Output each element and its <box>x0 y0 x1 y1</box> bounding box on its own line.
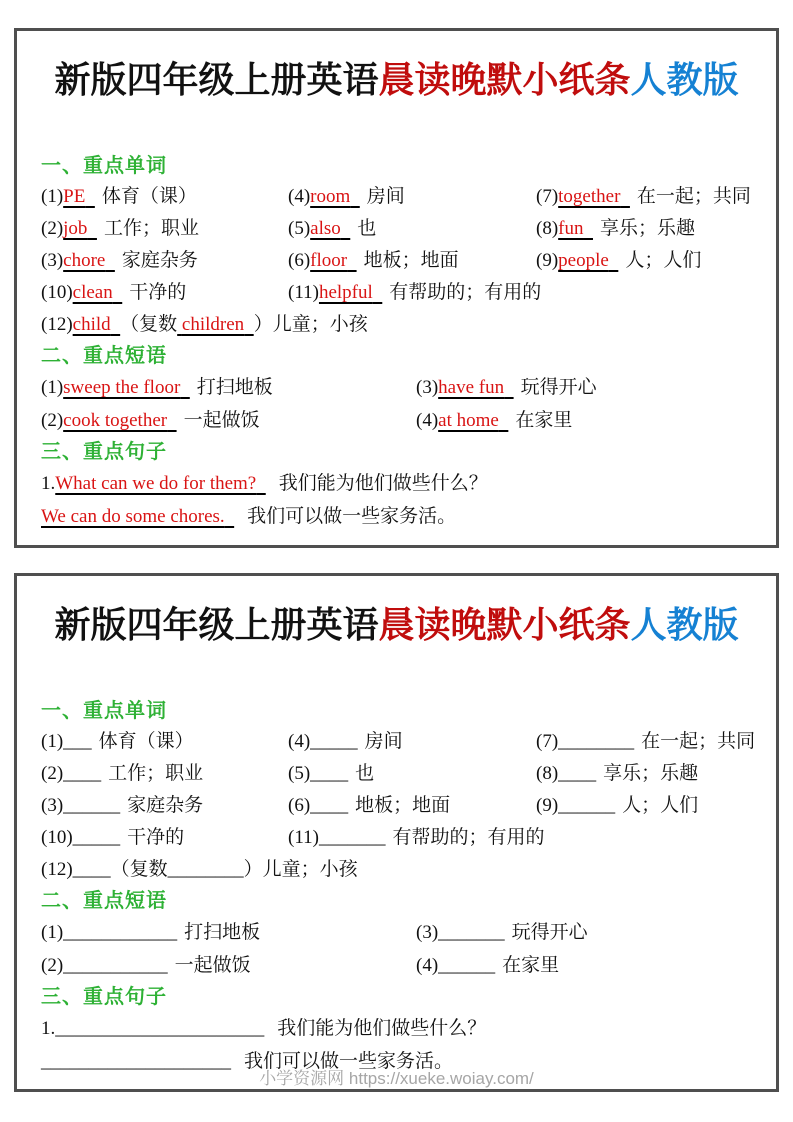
word-item <box>536 758 752 790</box>
item-number: 1. <box>41 473 56 494</box>
sentence-line <box>41 500 752 533</box>
chinese-meaning: 家庭杂务 <box>121 250 198 271</box>
answer-phrase: at home <box>438 410 499 431</box>
chinese-meaning: 干净的 <box>129 282 187 303</box>
item-number: (11) <box>288 282 319 303</box>
word-item <box>288 822 752 854</box>
answer-word: also <box>310 218 341 239</box>
word-row <box>41 213 752 245</box>
item-number: (1) <box>41 377 64 398</box>
word-item <box>536 213 752 245</box>
chinese-meaning: 有帮助的；有用的 <box>389 282 542 303</box>
word-item <box>41 822 288 854</box>
phrase-row <box>41 949 752 982</box>
answer-word-plural: children <box>181 314 245 335</box>
phrase-item <box>41 949 416 982</box>
answer-word: fun <box>558 218 584 239</box>
chinese-meaning: ）儿童；小孩 <box>243 859 358 880</box>
watermark-source-url: 小学资源网 https://xueke.woiay.com/ <box>259 1069 534 1088</box>
word-row <box>41 854 752 886</box>
word-item <box>41 790 288 822</box>
item-number: (4) <box>288 731 311 752</box>
phrase-item <box>41 371 416 404</box>
title-red-part: 晨读晚默小纸条 <box>378 604 631 645</box>
word-item <box>41 726 288 758</box>
page-title <box>41 602 752 648</box>
title-grade-part: 新版四年级上册英语 <box>54 604 379 645</box>
phrase-item <box>41 404 416 437</box>
item-number: (2) <box>41 218 64 239</box>
chinese-meaning: 享乐；乐趣 <box>599 218 695 239</box>
word-item <box>288 726 536 758</box>
phrase-item <box>41 916 416 949</box>
item-number: (1) <box>41 731 64 752</box>
chinese-meaning: 在一起；共同 <box>641 731 756 752</box>
answer-blank: ____________ <box>63 922 178 943</box>
item-number: 1. <box>41 1018 56 1039</box>
chinese-meaning: 也 <box>355 763 375 784</box>
chinese-meaning: 地板；地面 <box>355 795 451 816</box>
word-item <box>536 726 755 758</box>
answer-word: together <box>558 186 621 207</box>
answer-blank: ______________________ <box>55 1018 265 1039</box>
item-number: (5) <box>288 218 311 239</box>
item-number: (6) <box>288 795 311 816</box>
item-number: (3) <box>41 250 64 271</box>
item-number: (3) <box>41 795 64 816</box>
title-edition-part: 人教版 <box>630 59 739 100</box>
word-item <box>536 181 752 213</box>
answer-word: people <box>558 250 609 271</box>
word-item <box>41 854 752 886</box>
word-item <box>536 245 752 277</box>
chinese-meaning: 地板；地面 <box>363 250 459 271</box>
answer-blank: ________ <box>558 731 635 752</box>
word-item <box>41 245 288 277</box>
answer-blank: _______ <box>438 922 505 943</box>
item-number: (12) <box>41 314 73 335</box>
chinese-translation: 我们可以做一些家务活。 <box>247 506 457 527</box>
item-number: (8) <box>536 763 559 784</box>
word-item <box>41 758 288 790</box>
section-heading-phrases: 二、重点短语 <box>41 890 167 912</box>
chinese-meaning: 人；人们 <box>625 250 702 271</box>
answer-blank: _______ <box>318 827 386 848</box>
worksheet-card-answers <box>14 28 779 548</box>
answer-blank: ___________ <box>63 955 168 976</box>
item-number: (8) <box>536 218 559 239</box>
item-number: (9) <box>536 795 559 816</box>
sentence-line <box>41 1012 752 1045</box>
word-row <box>41 309 752 341</box>
chinese-translation: 我们能为他们做些什么？ <box>278 473 488 494</box>
section-heading-phrases: 二、重点短语 <box>41 345 167 367</box>
item-number: (10) <box>41 827 73 848</box>
word-item <box>288 245 536 277</box>
title-red-part: 晨读晚默小纸条 <box>378 59 631 100</box>
chinese-meaning: 享乐；乐趣 <box>603 763 699 784</box>
chinese-meaning: 在家里 <box>502 955 560 976</box>
chinese-meaning: 房间 <box>366 186 405 207</box>
section-heading-words: 一、重点单词 <box>41 155 167 177</box>
phrase-row <box>41 404 752 437</box>
word-item <box>288 758 536 790</box>
section-heading-words: 一、重点单词 <box>41 700 167 722</box>
answer-blank: ____ <box>63 763 102 784</box>
phrase-item <box>416 949 752 982</box>
chinese-meaning: 工作；职业 <box>103 218 199 239</box>
chinese-meaning: 体育（课） <box>98 731 194 752</box>
phrase-item <box>416 404 752 437</box>
word-item <box>41 277 288 309</box>
chinese-meaning: 玩得开心 <box>520 377 597 398</box>
plural-label: （复数 <box>120 314 178 335</box>
answer-phrase: have fun <box>438 377 505 398</box>
item-number: (4) <box>416 410 439 431</box>
answer-word: chore <box>63 250 106 271</box>
answer-word: job <box>63 218 88 239</box>
answer-phrase: sweep the floor <box>63 377 181 398</box>
item-number: (3) <box>416 377 439 398</box>
answer-blank: ____ <box>72 859 111 880</box>
word-row <box>41 790 752 822</box>
word-row <box>41 181 752 213</box>
item-number: (4) <box>416 955 439 976</box>
chinese-meaning: 干净的 <box>127 827 185 848</box>
answer-word: child <box>72 314 111 335</box>
chinese-meaning: 打扫地板 <box>184 922 261 943</box>
item-number: (6) <box>288 250 311 271</box>
word-row <box>41 726 756 758</box>
chinese-translation: 我们能为他们做些什么？ <box>277 1018 487 1039</box>
answer-word: room <box>310 186 351 207</box>
chinese-translation: 我们可以做一些家务活。 <box>244 1051 454 1072</box>
item-number: (7) <box>536 731 559 752</box>
chinese-meaning: 人；人们 <box>622 795 699 816</box>
answer-phrase: cook together <box>63 410 168 431</box>
item-number: (1) <box>41 186 64 207</box>
answer-blank: ____ <box>558 763 597 784</box>
word-item <box>288 790 536 822</box>
answer-word: floor <box>310 250 348 271</box>
chinese-meaning: 打扫地板 <box>196 377 273 398</box>
chinese-meaning: 也 <box>357 218 377 239</box>
item-number: (10) <box>41 282 73 303</box>
word-item <box>288 181 536 213</box>
chinese-meaning: ）儿童；小孩 <box>253 314 368 335</box>
worksheet-card-blanks <box>14 573 779 1092</box>
page-title <box>41 57 752 103</box>
chinese-meaning: 玩得开心 <box>511 922 588 943</box>
chinese-meaning: 有帮助的；有用的 <box>392 827 545 848</box>
answer-word: PE <box>63 186 86 207</box>
answer-blank: ______ <box>438 955 496 976</box>
chinese-meaning: 一起做饭 <box>183 410 260 431</box>
word-row <box>41 245 752 277</box>
sentence-line <box>41 467 752 500</box>
item-number: (3) <box>416 922 439 943</box>
answer-blank: ____ <box>310 763 349 784</box>
answer-blank: ____ <box>310 795 349 816</box>
title-edition-part: 人教版 <box>630 604 739 645</box>
word-item <box>41 181 288 213</box>
item-number: (5) <box>288 763 311 784</box>
chinese-meaning: 在家里 <box>515 410 573 431</box>
phrase-row <box>41 916 752 949</box>
word-item <box>41 213 288 245</box>
chinese-meaning: 体育（课） <box>101 186 197 207</box>
chinese-meaning: 工作；职业 <box>108 763 204 784</box>
title-grade-part: 新版四年级上册英语 <box>54 59 379 100</box>
item-number: (7) <box>536 186 559 207</box>
phrase-item <box>416 916 752 949</box>
word-row <box>41 822 752 854</box>
answer-blank: ____________________ <box>41 1051 231 1072</box>
chinese-meaning: 在一起；共同 <box>636 186 751 207</box>
word-row <box>41 758 752 790</box>
answer-blank: ______ <box>558 795 616 816</box>
phrase-row <box>41 371 752 404</box>
item-number: (9) <box>536 250 559 271</box>
chinese-meaning: 家庭杂务 <box>127 795 204 816</box>
word-row <box>41 277 752 309</box>
item-number: (2) <box>41 410 64 431</box>
item-number: (12) <box>41 859 73 880</box>
answer-blank: _____ <box>310 731 358 752</box>
phrase-item <box>416 371 752 404</box>
word-item <box>536 790 752 822</box>
item-number: (1) <box>41 922 64 943</box>
answer-sentence: What can we do for them? <box>55 473 257 494</box>
chinese-meaning: 一起做饭 <box>174 955 251 976</box>
answer-blank-plural: ________ <box>167 859 244 880</box>
item-number: (2) <box>41 763 64 784</box>
answer-blank: ______ <box>63 795 121 816</box>
answer-sentence: We can do some chores. <box>41 506 225 527</box>
word-item <box>41 309 752 341</box>
answer-blank: _____ <box>72 827 121 848</box>
item-number: (2) <box>41 955 64 976</box>
section-heading-sentences: 三、重点句子 <box>41 441 167 463</box>
answer-blank: ___ <box>63 731 92 752</box>
item-number: (11) <box>288 827 319 848</box>
answer-word: clean <box>72 282 113 303</box>
section-heading-sentences: 三、重点句子 <box>41 986 167 1008</box>
answer-word: helpful <box>318 282 373 303</box>
item-number: (4) <box>288 186 311 207</box>
word-item <box>288 213 536 245</box>
plural-label: （复数 <box>110 859 168 880</box>
chinese-meaning: 房间 <box>364 731 403 752</box>
word-item <box>288 277 752 309</box>
